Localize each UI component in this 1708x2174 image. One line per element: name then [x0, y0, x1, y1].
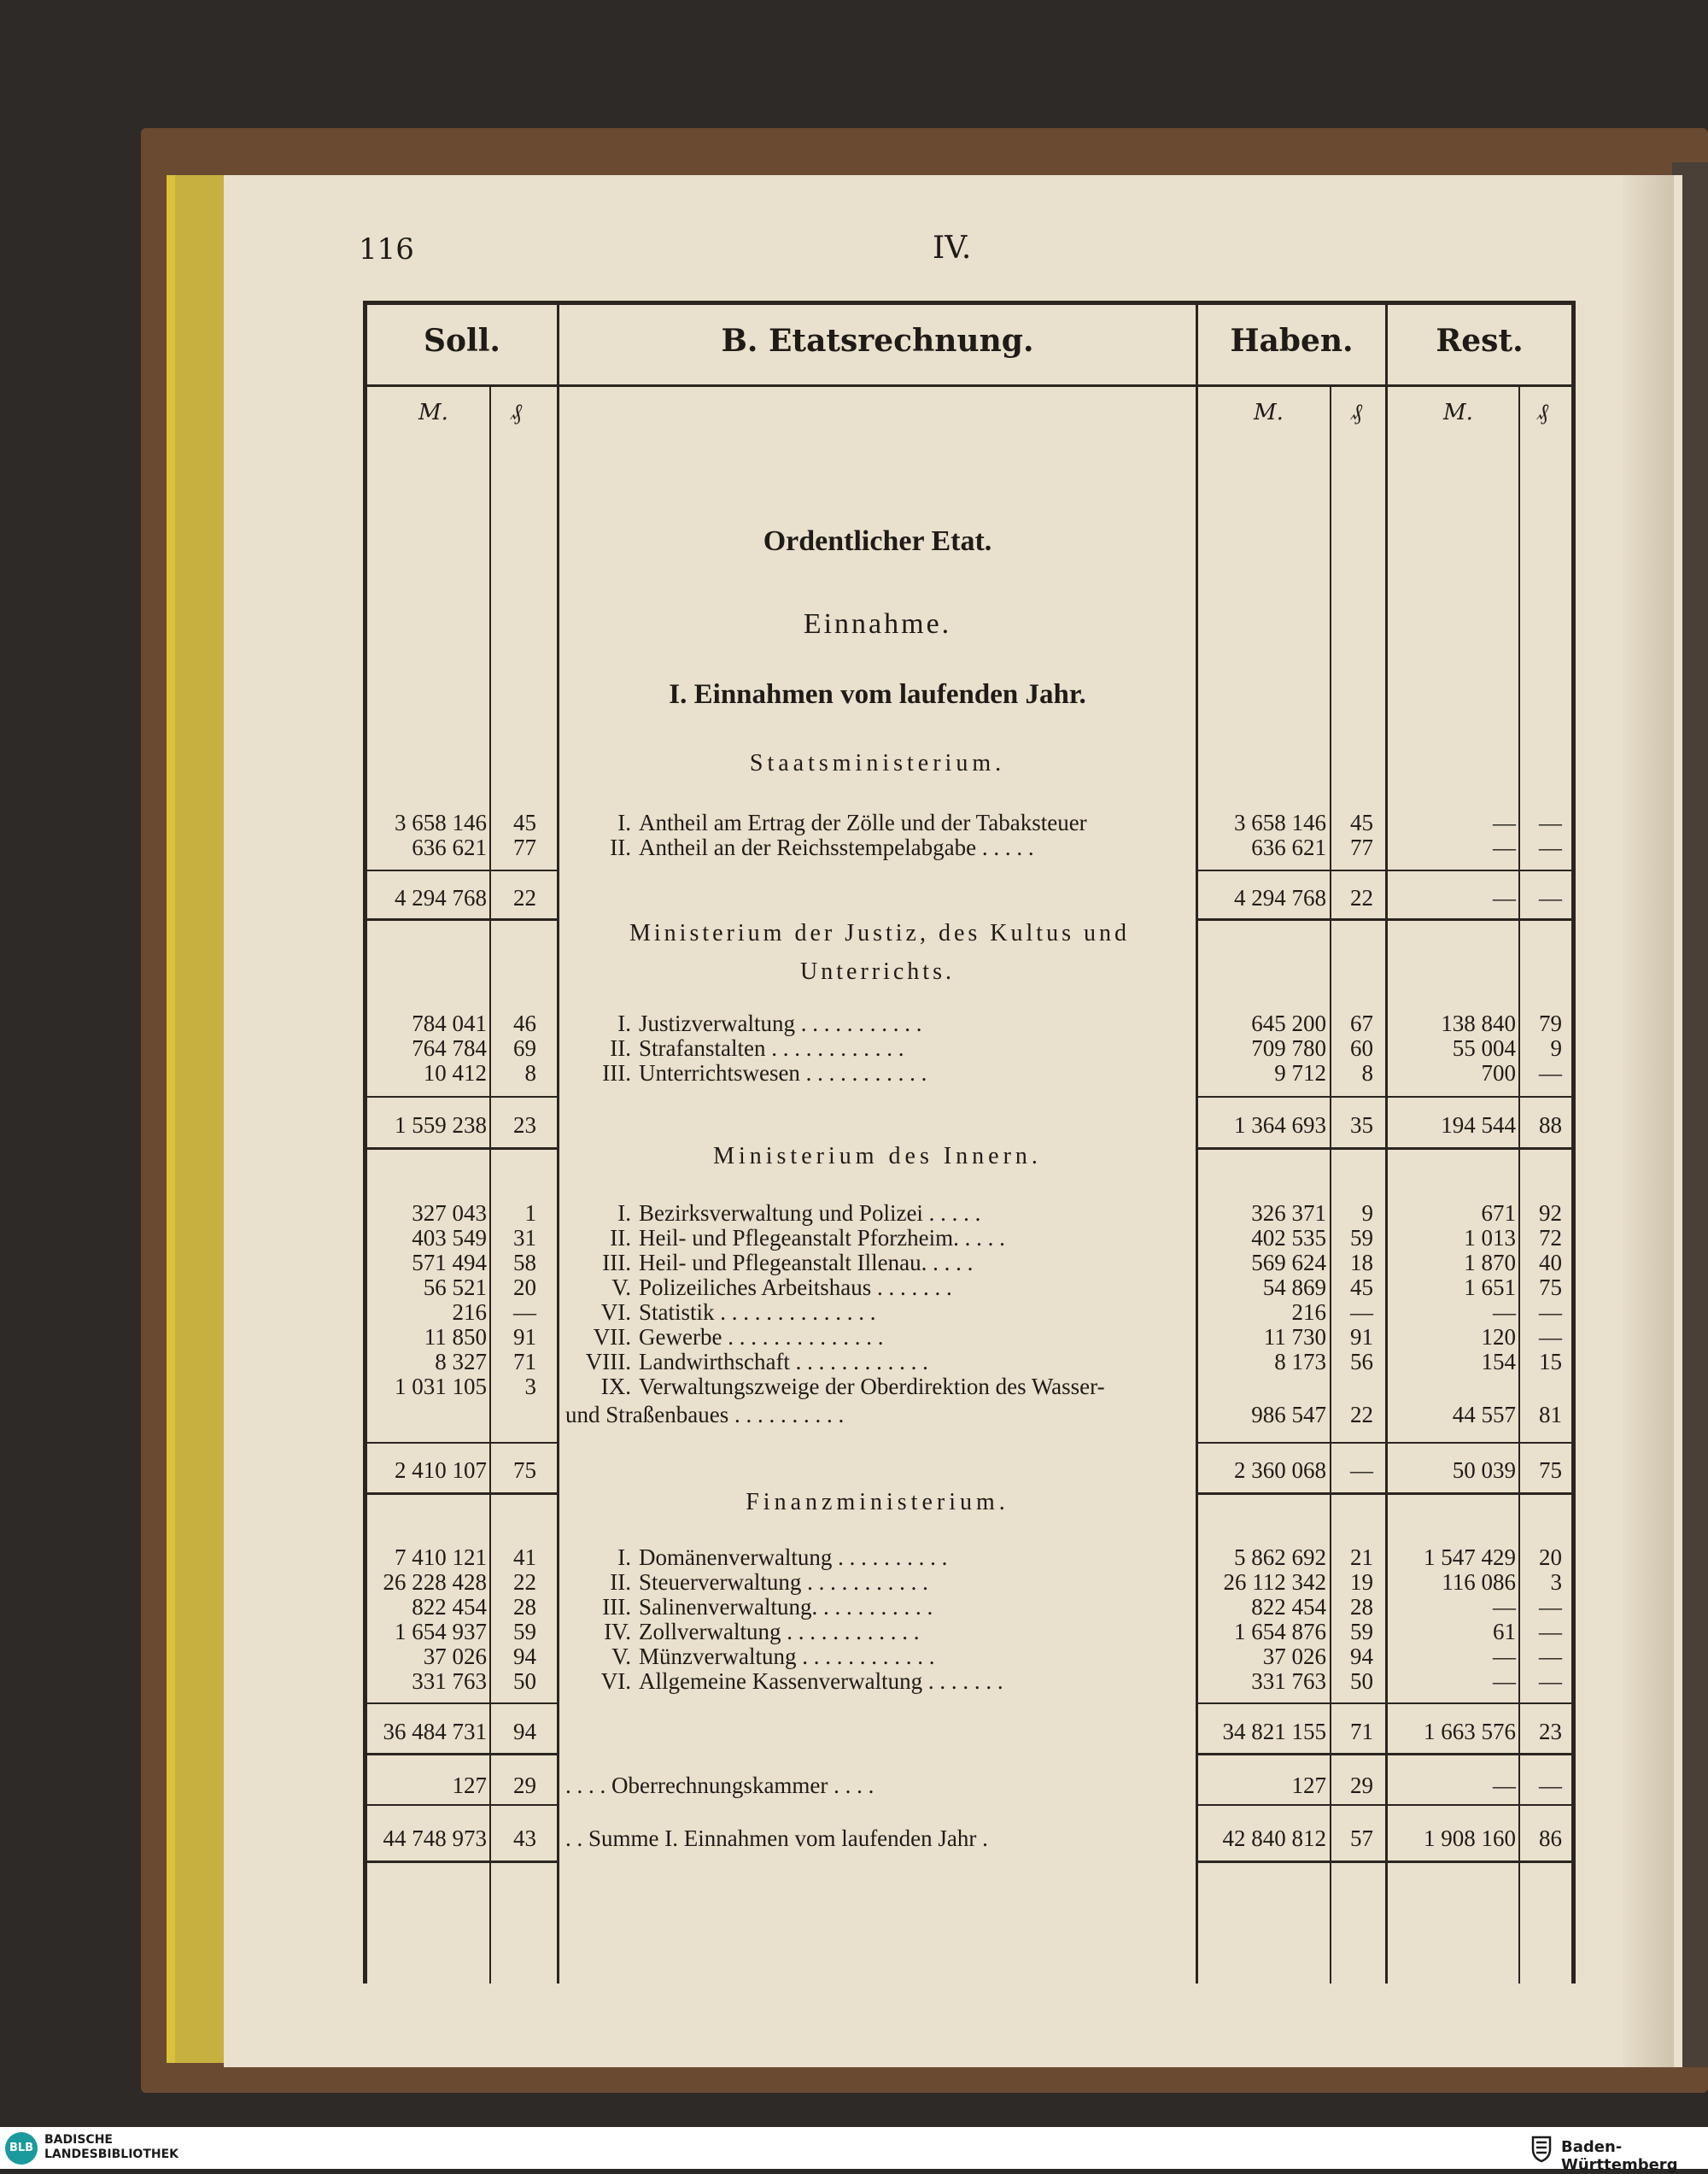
soll-pf: 8 — [524, 1060, 536, 1086]
soll-mark: 36 484 731 — [383, 1719, 487, 1744]
rest-pf: — — [1539, 1619, 1562, 1644]
haben-pf: 29 — [1350, 1773, 1373, 1798]
column-header-haben: Haben. — [1230, 323, 1354, 359]
haben-pf: 9 — [1361, 1200, 1373, 1226]
heading-etat: Ordentlicher Etat. — [763, 525, 992, 557]
rest-mark: 44 557 — [1452, 1402, 1516, 1427]
item-label: Strafanstalten . . . . . . . . . . . . — [639, 1035, 904, 1061]
rest-mark: 120 — [1481, 1324, 1516, 1350]
rest-pf: — — [1539, 1668, 1562, 1694]
page-fold-shadow — [1623, 175, 1674, 2067]
item-label: Antheil an der Reichsstempelabgabe . . . . . — [639, 835, 1034, 860]
item-number: I. — [617, 1200, 631, 1226]
soll-mark: 331 763 — [412, 1668, 487, 1694]
rest-pf: — — [1539, 1594, 1562, 1620]
blb-name-line1: BADISCHE — [44, 2133, 113, 2147]
soll-pf: 94 — [513, 1719, 536, 1744]
haben-mark: 402 535 — [1251, 1225, 1326, 1251]
footer-bar — [0, 2127, 1708, 2169]
soll-pf: — — [513, 1299, 536, 1325]
haben-pf: 45 — [1350, 1275, 1373, 1300]
haben-mark: 1 364 693 — [1234, 1112, 1326, 1138]
page-number: 116 — [359, 232, 414, 267]
item-number: VIII. — [585, 1349, 631, 1374]
item-label: Gewerbe . . . . . . . . . . . . . . — [639, 1324, 884, 1350]
item-label: Heil- und Pflegeanstalt Illenau. . . . . — [639, 1250, 974, 1275]
item-number: VII. — [593, 1324, 631, 1350]
rest-mark: 61 — [1493, 1619, 1516, 1644]
item-number: V. — [611, 1644, 631, 1669]
item-label: Steuerverwaltung . . . . . . . . . . . — [639, 1569, 928, 1595]
rest-pf: 75 — [1539, 1275, 1562, 1300]
soll-mark: 3 658 146 — [395, 810, 487, 835]
rest-mark: — — [1493, 1594, 1516, 1620]
rest-mark: — — [1493, 835, 1516, 860]
coat-of-arms-icon — [1530, 2134, 1553, 2163]
rest-pf: 81 — [1539, 1402, 1562, 1427]
rest-mark: — — [1493, 1299, 1516, 1325]
item-number: III. — [602, 1060, 631, 1086]
rest-pf: 15 — [1539, 1349, 1562, 1374]
soll-mark: 403 549 — [412, 1225, 487, 1251]
soll-mark: 127 — [452, 1773, 487, 1798]
unit-mark-soll: M. — [418, 400, 448, 425]
soll-mark: 216 — [452, 1299, 487, 1325]
item-number: II. — [610, 1569, 631, 1595]
rest-mark: 116 086 — [1442, 1569, 1516, 1595]
haben-mark: 331 763 — [1251, 1668, 1326, 1694]
item-number: IV. — [604, 1619, 631, 1644]
haben-mark: 5 862 692 — [1234, 1544, 1326, 1570]
soll-pf: 50 — [513, 1668, 536, 1694]
haben-pf: 94 — [1350, 1644, 1373, 1669]
item-label: Verwaltungszweige der Oberdirektion des Wasser- — [639, 1374, 1105, 1399]
haben-mark: 636 621 — [1251, 835, 1326, 860]
column-header-soll: Soll. — [424, 323, 500, 359]
soll-mark: 11 850 — [424, 1324, 487, 1350]
haben-mark: 645 200 — [1251, 1011, 1326, 1036]
rest-mark: 671 — [1481, 1200, 1516, 1226]
rest-pf: — — [1539, 810, 1562, 835]
heading-justiz-line1: Ministerium der Justiz, des Kultus und — [629, 920, 1130, 946]
item-number: VI. — [600, 1668, 631, 1694]
haben-pf: 67 — [1350, 1011, 1373, 1036]
rest-pf: — — [1539, 885, 1562, 911]
blb-logo: BLB — [5, 2132, 38, 2165]
rest-mark: 194 544 — [1441, 1112, 1516, 1138]
haben-mark: 8 173 — [1274, 1349, 1326, 1374]
item-number: VI. — [600, 1299, 631, 1325]
haben-mark: 326 371 — [1251, 1200, 1326, 1226]
soll-pf: 22 — [513, 1569, 536, 1595]
column-header-rest: Rest. — [1436, 323, 1524, 359]
rest-pf: — — [1539, 835, 1562, 860]
rest-pf: 9 — [1550, 1035, 1562, 1061]
rest-mark: 55 004 — [1452, 1035, 1516, 1061]
rest-mark: — — [1493, 810, 1516, 835]
soll-pf: 71 — [513, 1349, 536, 1374]
item-label: Heil- und Pflegeanstalt Pforzheim. . . . . — [639, 1225, 1005, 1251]
rest-mark: 1 013 — [1464, 1225, 1516, 1251]
haben-pf: 77 — [1350, 835, 1373, 860]
rest-mark: 1 908 160 — [1424, 1825, 1516, 1851]
bw-name: Baden-Württemberg — [1561, 2138, 1678, 2174]
page-section: IV. — [933, 231, 972, 266]
haben-mark: 822 454 — [1251, 1594, 1326, 1620]
item-number: V. — [611, 1275, 631, 1300]
heading-innern: Ministerium des Innern. — [713, 1143, 1042, 1169]
soll-mark: 571 494 — [412, 1250, 487, 1275]
haben-pf: 57 — [1350, 1825, 1373, 1851]
soll-pf: 31 — [513, 1225, 536, 1251]
soll-pf: 77 — [513, 835, 536, 860]
haben-mark: 3 658 146 — [1234, 810, 1326, 835]
soll-mark: 1 654 937 — [395, 1619, 487, 1644]
haben-mark: 216 — [1291, 1299, 1326, 1325]
haben-pf: 21 — [1350, 1544, 1373, 1570]
soll-mark: 327 043 — [412, 1200, 487, 1226]
item-number: II. — [610, 1035, 631, 1061]
haben-pf: 60 — [1350, 1035, 1373, 1061]
haben-mark: 1 654 876 — [1234, 1619, 1326, 1644]
item-number: I. — [617, 1544, 631, 1570]
heading-finanzministerium: Finanzministerium. — [746, 1489, 1009, 1515]
soll-mark: 37 026 — [423, 1644, 487, 1669]
haben-mark: 54 869 — [1262, 1275, 1326, 1300]
haben-mark: 11 730 — [1263, 1324, 1326, 1350]
rest-mark: 1 870 — [1464, 1250, 1516, 1275]
rest-mark: 700 — [1481, 1060, 1516, 1086]
soll-mark: 8 327 — [435, 1349, 487, 1374]
item-label: Salinenverwaltung. . . . . . . . . . . — [639, 1594, 933, 1620]
item-number: II. — [610, 835, 631, 860]
item-number: III. — [602, 1250, 631, 1275]
haben-pf: 50 — [1350, 1668, 1373, 1694]
soll-mark: 2 410 107 — [395, 1457, 487, 1483]
rest-pf: 72 — [1539, 1225, 1562, 1251]
soll-pf: 46 — [513, 1011, 536, 1036]
rest-pf: 3 — [1550, 1569, 1562, 1595]
soll-mark: 44 748 973 — [383, 1825, 487, 1851]
soll-mark: 1 031 105 — [395, 1374, 487, 1399]
rest-pf: 92 — [1539, 1200, 1562, 1226]
item-label: Landwirthschaft . . . . . . . . . . . . — [639, 1349, 928, 1374]
haben-pf: 19 — [1350, 1569, 1373, 1595]
soll-mark: 4 294 768 — [395, 885, 487, 911]
item-number: II. — [610, 1225, 631, 1251]
rest-pf: 20 — [1539, 1544, 1562, 1570]
haben-pf: 59 — [1350, 1225, 1373, 1251]
rest-mark: 1 663 576 — [1424, 1719, 1516, 1744]
haben-mark: 26 112 342 — [1223, 1569, 1326, 1595]
item-label: Zollverwaltung . . . . . . . . . . . . — [639, 1619, 920, 1644]
rest-mark: 1 651 — [1464, 1275, 1516, 1300]
soll-mark: 56 521 — [423, 1275, 487, 1300]
item-number: IX. — [600, 1374, 631, 1399]
rest-pf: 86 — [1539, 1825, 1562, 1851]
haben-pf: 22 — [1350, 885, 1373, 911]
soll-pf: 1 — [524, 1200, 536, 1226]
unit-mark-rest: M. — [1443, 400, 1473, 425]
rest-mark: 154 — [1481, 1349, 1516, 1374]
haben-mark: 986 547 — [1251, 1402, 1326, 1427]
haben-mark: 569 624 — [1251, 1250, 1326, 1275]
soll-pf: 29 — [513, 1773, 536, 1798]
haben-pf: 22 — [1350, 1402, 1373, 1427]
item-label: Domänenverwaltung . . . . . . . . . . — [639, 1544, 948, 1570]
item-label: Polizeiliches Arbeitshaus . . . . . . . — [639, 1275, 952, 1300]
soll-pf: 41 — [513, 1544, 536, 1570]
item-label: . . Summe I. Einnahmen vom laufenden Jahr . — [565, 1825, 988, 1851]
rest-mark: — — [1493, 1773, 1516, 1798]
soll-mark: 636 621 — [412, 835, 487, 860]
unit-pf-soll: ₰ — [511, 400, 522, 425]
heading-laufend: I. Einnahmen vom laufenden Jahr. — [669, 679, 1086, 710]
rest-pf: — — [1539, 1773, 1562, 1798]
soll-mark: 822 454 — [412, 1594, 487, 1620]
item-number: III. — [602, 1594, 631, 1620]
page-edge-inner — [175, 175, 226, 2063]
rest-pf: 75 — [1539, 1457, 1562, 1483]
soll-mark: 1 559 238 — [395, 1112, 487, 1138]
item-label: Bezirksverwaltung und Polizei . . . . . — [639, 1200, 981, 1226]
soll-pf: 58 — [513, 1250, 536, 1275]
soll-pf: 94 — [513, 1644, 536, 1669]
haben-pf: 56 — [1350, 1349, 1373, 1374]
item-label: Unterrichtswesen . . . . . . . . . . . — [639, 1060, 927, 1086]
soll-pf: 22 — [513, 885, 536, 911]
haben-mark: 127 — [1291, 1773, 1326, 1798]
soll-mark: 10 412 — [423, 1060, 487, 1086]
item-number: I. — [617, 810, 631, 835]
haben-pf: — — [1350, 1457, 1373, 1483]
item-label: Antheil am Ertrag der Zölle und der Tabaksteuer — [639, 810, 1087, 835]
unit-pf-haben: ₰ — [1351, 400, 1362, 425]
haben-mark: 37 026 — [1262, 1644, 1326, 1669]
haben-mark: 4 294 768 — [1234, 885, 1326, 911]
soll-pf: 75 — [513, 1457, 536, 1483]
blb-name — [44, 2133, 178, 2162]
item-label: Allgemeine Kassenverwaltung . . . . . . . — [639, 1668, 1003, 1694]
unit-pf-rest: ₰ — [1537, 400, 1548, 425]
unit-mark-haben: M. — [1254, 400, 1284, 425]
soll-mark: 784 041 — [412, 1011, 487, 1036]
haben-mark: 34 821 155 — [1222, 1719, 1326, 1744]
haben-mark: 2 360 068 — [1234, 1457, 1326, 1483]
soll-pf: 69 — [513, 1035, 536, 1061]
haben-pf: 91 — [1350, 1324, 1373, 1350]
rest-pf: 23 — [1539, 1719, 1562, 1744]
rest-mark: — — [1493, 1668, 1516, 1694]
column-header-title: B. Etatsrechnung. — [721, 323, 1034, 359]
rest-mark: 138 840 — [1441, 1011, 1516, 1036]
haben-mark: 9 712 — [1274, 1060, 1326, 1086]
haben-pf: — — [1350, 1299, 1373, 1325]
rest-mark: — — [1493, 1644, 1516, 1669]
rest-pf: 79 — [1539, 1011, 1562, 1036]
soll-pf: 45 — [513, 810, 536, 835]
haben-pf: 8 — [1361, 1060, 1373, 1086]
haben-pf: 45 — [1350, 810, 1373, 835]
heading-justiz-line2: Unterrichts. — [800, 958, 955, 985]
item-label: Münzverwaltung . . . . . . . . . . . . — [639, 1644, 935, 1669]
soll-pf: 28 — [513, 1594, 536, 1620]
rest-pf: — — [1539, 1060, 1562, 1086]
haben-pf: 18 — [1350, 1250, 1373, 1275]
soll-pf: 59 — [513, 1619, 536, 1644]
rest-pf: 40 — [1539, 1250, 1562, 1275]
soll-pf: 91 — [513, 1324, 536, 1350]
item-number: I. — [617, 1011, 631, 1036]
item-label: und Straßenbaues . . . . . . . . . . — [565, 1402, 845, 1427]
soll-mark: 26 228 428 — [383, 1569, 487, 1595]
rest-pf: — — [1539, 1299, 1562, 1325]
soll-pf: 3 — [524, 1374, 536, 1399]
haben-mark: 42 840 812 — [1222, 1825, 1326, 1851]
blb-name-line2: LANDESBIBLIOTHEK — [44, 2148, 179, 2161]
haben-pf: 35 — [1350, 1112, 1373, 1138]
soll-mark: 7 410 121 — [395, 1544, 487, 1570]
item-label: Justizverwaltung . . . . . . . . . . . — [639, 1011, 922, 1036]
heading-einnahme: Einnahme. — [803, 608, 952, 640]
rest-pf: — — [1539, 1644, 1562, 1669]
rest-mark: — — [1493, 885, 1516, 911]
item-label: Statistik . . . . . . . . . . . . . . — [639, 1299, 876, 1325]
haben-pf: 71 — [1350, 1719, 1373, 1744]
haben-pf: 28 — [1350, 1594, 1373, 1620]
soll-mark: 764 784 — [412, 1035, 487, 1061]
rest-pf: 88 — [1539, 1112, 1562, 1138]
rest-pf: — — [1539, 1324, 1562, 1350]
soll-pf: 20 — [513, 1275, 536, 1300]
rest-mark: 50 039 — [1452, 1457, 1516, 1483]
heading-staatsministerium: Staatsministerium. — [749, 750, 1006, 776]
soll-pf: 43 — [513, 1825, 536, 1851]
soll-pf: 23 — [513, 1112, 536, 1138]
rest-mark: 1 547 429 — [1424, 1544, 1516, 1570]
item-label: . . . . Oberrechnungskammer . . . . — [565, 1773, 874, 1798]
haben-mark: 709 780 — [1251, 1035, 1326, 1061]
haben-pf: 59 — [1350, 1619, 1373, 1644]
